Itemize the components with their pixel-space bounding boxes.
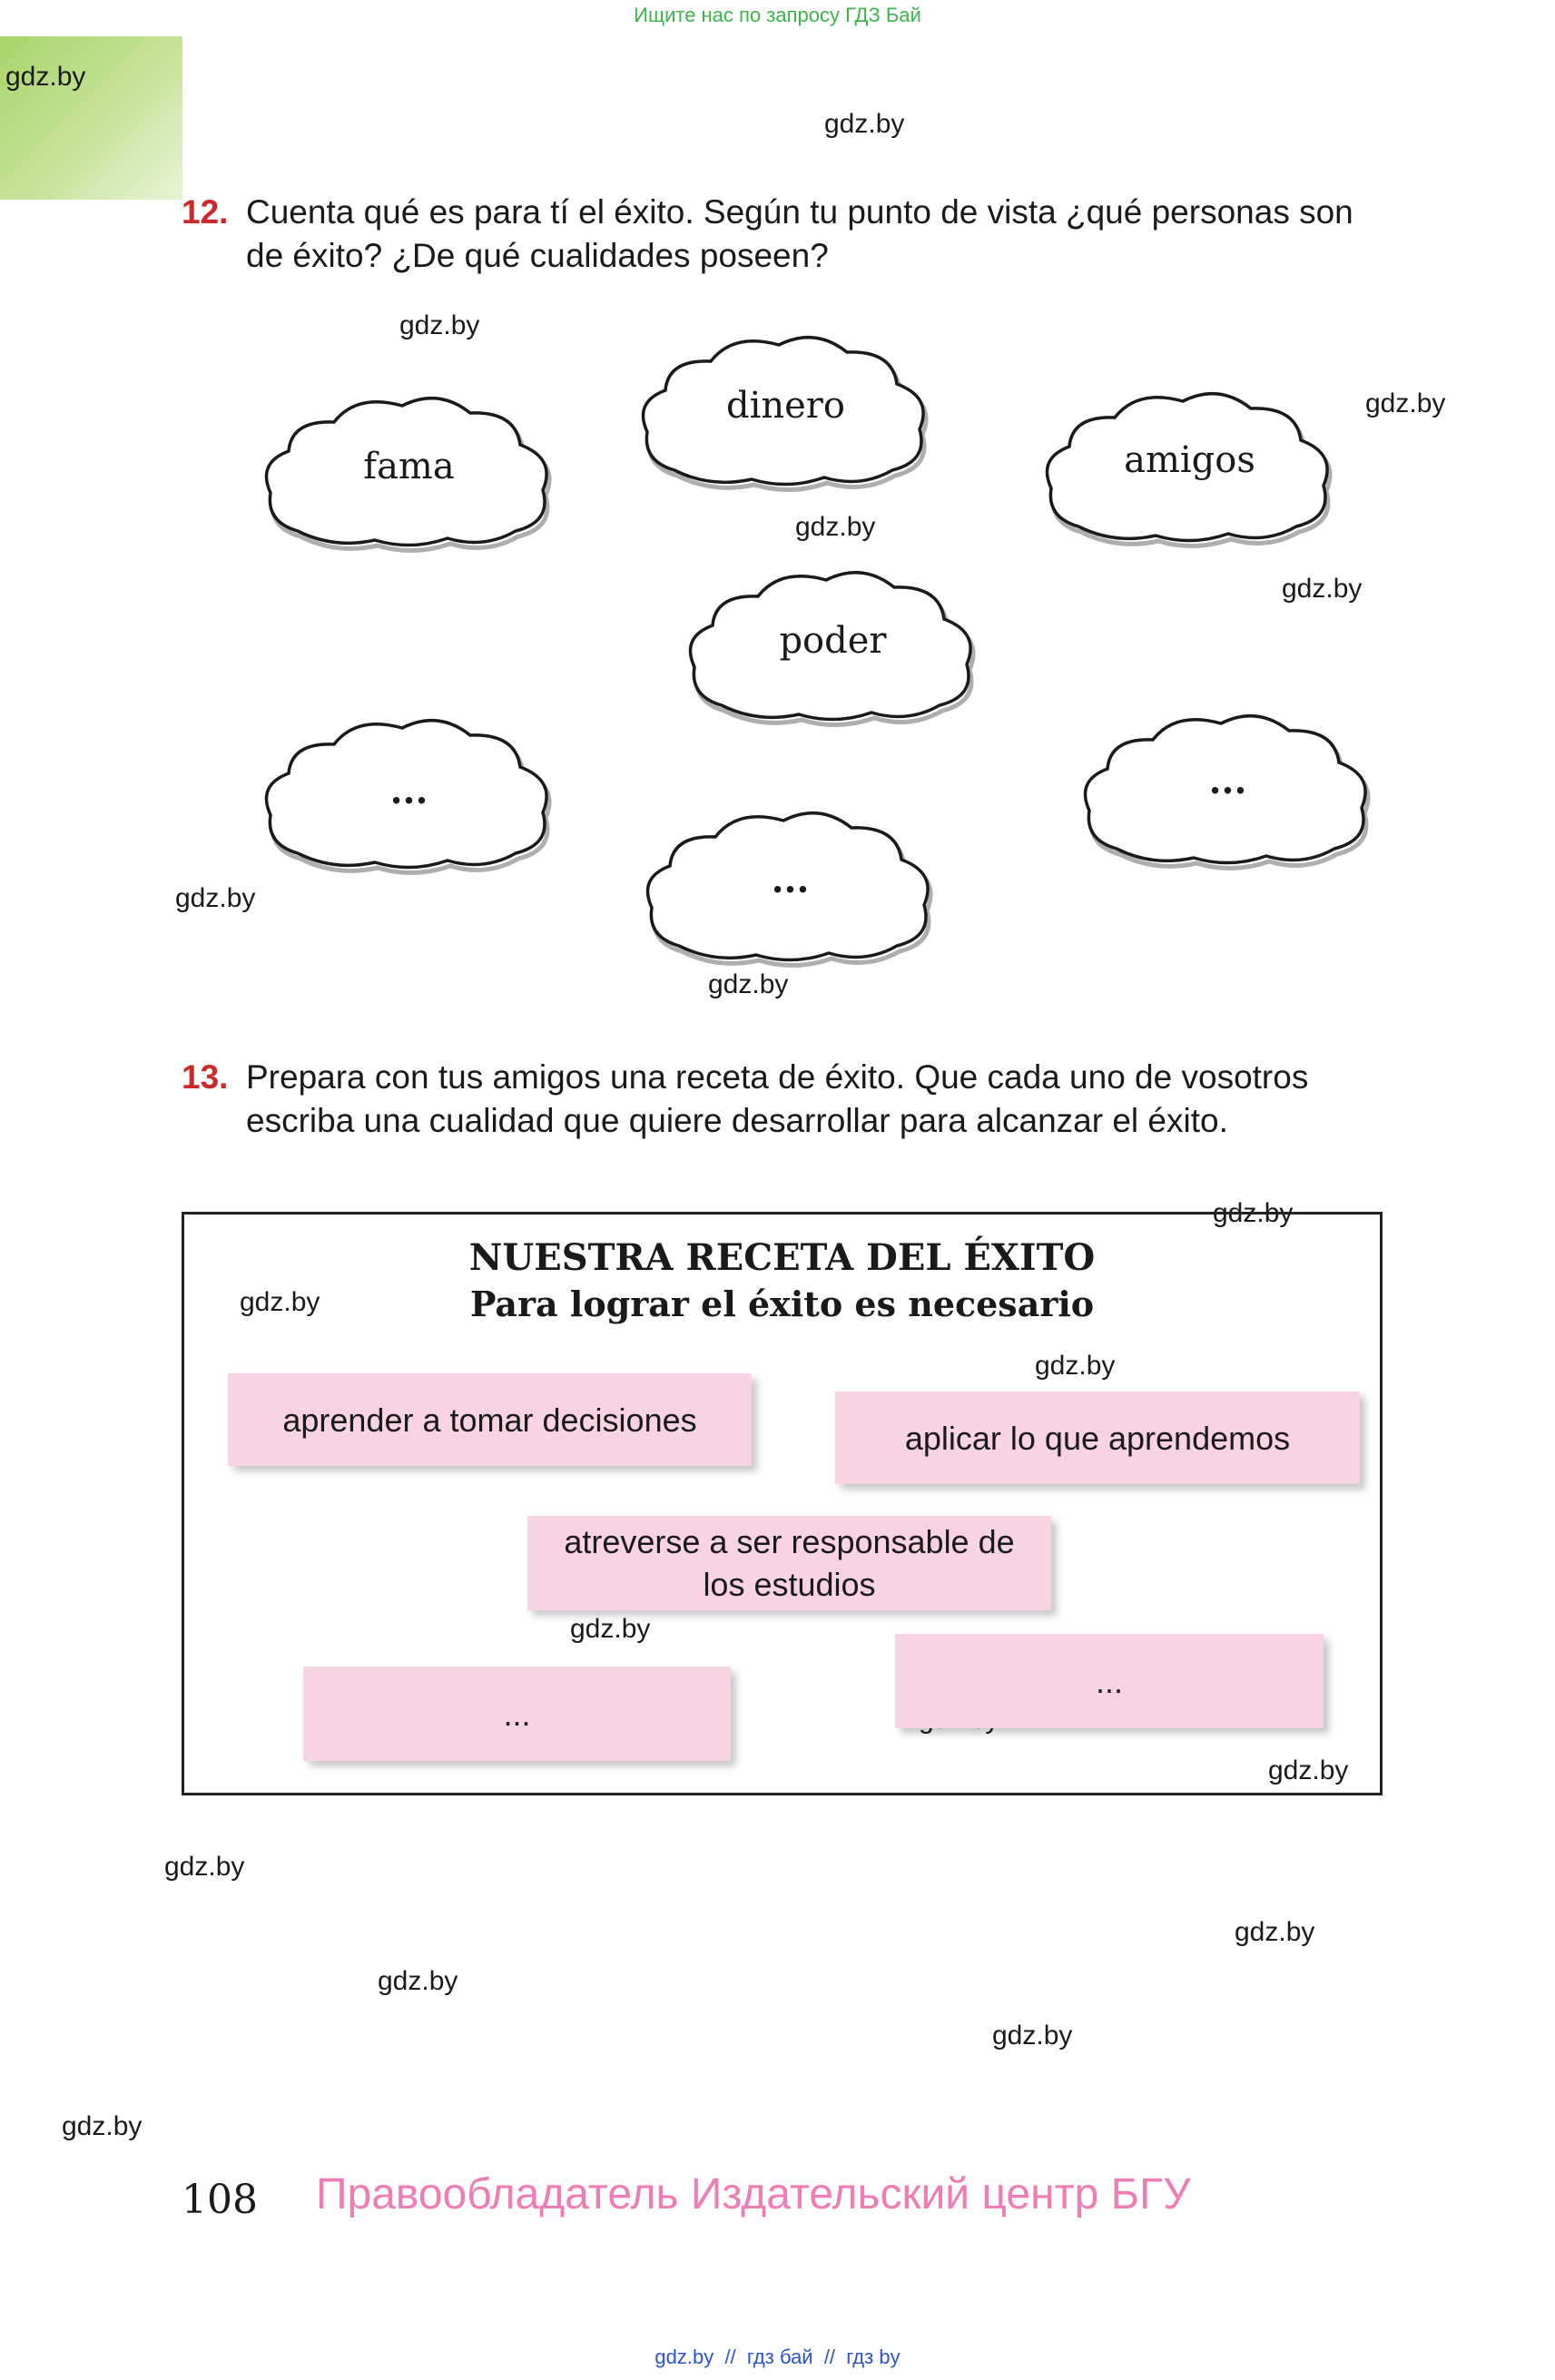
task-text: Cuenta qué es para tí el éxito. Según tu punto de vista ¿qué personas son de éxito? ¿De qué cualidades poseen? — [246, 193, 1353, 274]
cloud-label: poder — [779, 620, 887, 662]
footer-links[interactable]: gdz.by // гдз бай // гдз by — [654, 2346, 901, 2368]
cloud-empty — [1076, 703, 1380, 867]
watermark: gdz.by — [378, 1966, 458, 1996]
watermark: gdz.by — [1282, 574, 1363, 604]
watermark: gdz.by — [992, 2021, 1073, 2051]
cloud-label: ... — [389, 770, 428, 812]
cloud-empty — [638, 801, 942, 964]
watermark: gdz.by — [570, 1614, 651, 1644]
search-hint-banner: Ищите нас по запросу ГДЗ Бай — [634, 4, 921, 26]
cloud-poder — [681, 560, 985, 723]
recipe-title: NUESTRA RECETA DEL ÉXITO — [468, 1236, 1096, 1279]
corner-decoration — [0, 36, 182, 200]
cloud-label: dinero — [725, 385, 846, 427]
cloud-fama — [257, 386, 561, 549]
watermark: gdz.by — [1035, 1351, 1116, 1381]
watermark: gdz.by — [824, 109, 905, 139]
cloud-dinero — [634, 325, 938, 488]
watermark: gdz.by — [399, 310, 480, 340]
cloud-amigos — [1038, 381, 1342, 545]
recipe-note: aplicar lo que aprendemos — [835, 1392, 1360, 1484]
recipe-note: atreverse a ser responsable de los estudios — [527, 1516, 1051, 1610]
watermark: gdz.by — [164, 1852, 245, 1882]
cloud-label: fama — [363, 446, 455, 487]
recipe-subtitle: Para lograr el éxito es necesario — [469, 1283, 1095, 1324]
watermark: gdz.by — [5, 62, 86, 92]
task-number: 12. — [182, 193, 229, 231]
watermark: gdz.by — [1235, 1917, 1315, 1947]
watermark: gdz.by — [62, 2111, 143, 2141]
cloud-empty — [257, 708, 561, 871]
watermark: gdz.by — [175, 883, 256, 913]
recipe-note: ... — [303, 1667, 731, 1761]
watermark: gdz.by — [240, 1287, 320, 1317]
recipe-note: aprender a tomar decisiones — [228, 1373, 752, 1466]
task-13 — [182, 1056, 1389, 1143]
rights-holder: Правообладатель Издательский центр БГУ — [316, 2170, 1191, 2218]
watermark: gdz.by — [1365, 388, 1446, 418]
task-text: Prepara con tus amigos una receta de éxito. Que cada uno de vosotros escriba una cualidad que quiere desarrollar para alcanzar el éxito. — [246, 1058, 1309, 1139]
watermark: gdz.by — [1213, 1198, 1294, 1228]
watermark: gdz.by — [1268, 1755, 1349, 1785]
task-12 — [182, 191, 1389, 278]
task-number: 13. — [182, 1058, 229, 1096]
cloud-label: ... — [771, 859, 810, 901]
watermark: gdz.by — [795, 512, 876, 542]
watermark: gdz.by — [708, 969, 789, 999]
cloud-label: ... — [1208, 760, 1247, 802]
recipe-note: ... — [895, 1634, 1324, 1728]
page-number: 108 — [182, 2177, 258, 2223]
cloud-label: amigos — [1124, 439, 1255, 481]
